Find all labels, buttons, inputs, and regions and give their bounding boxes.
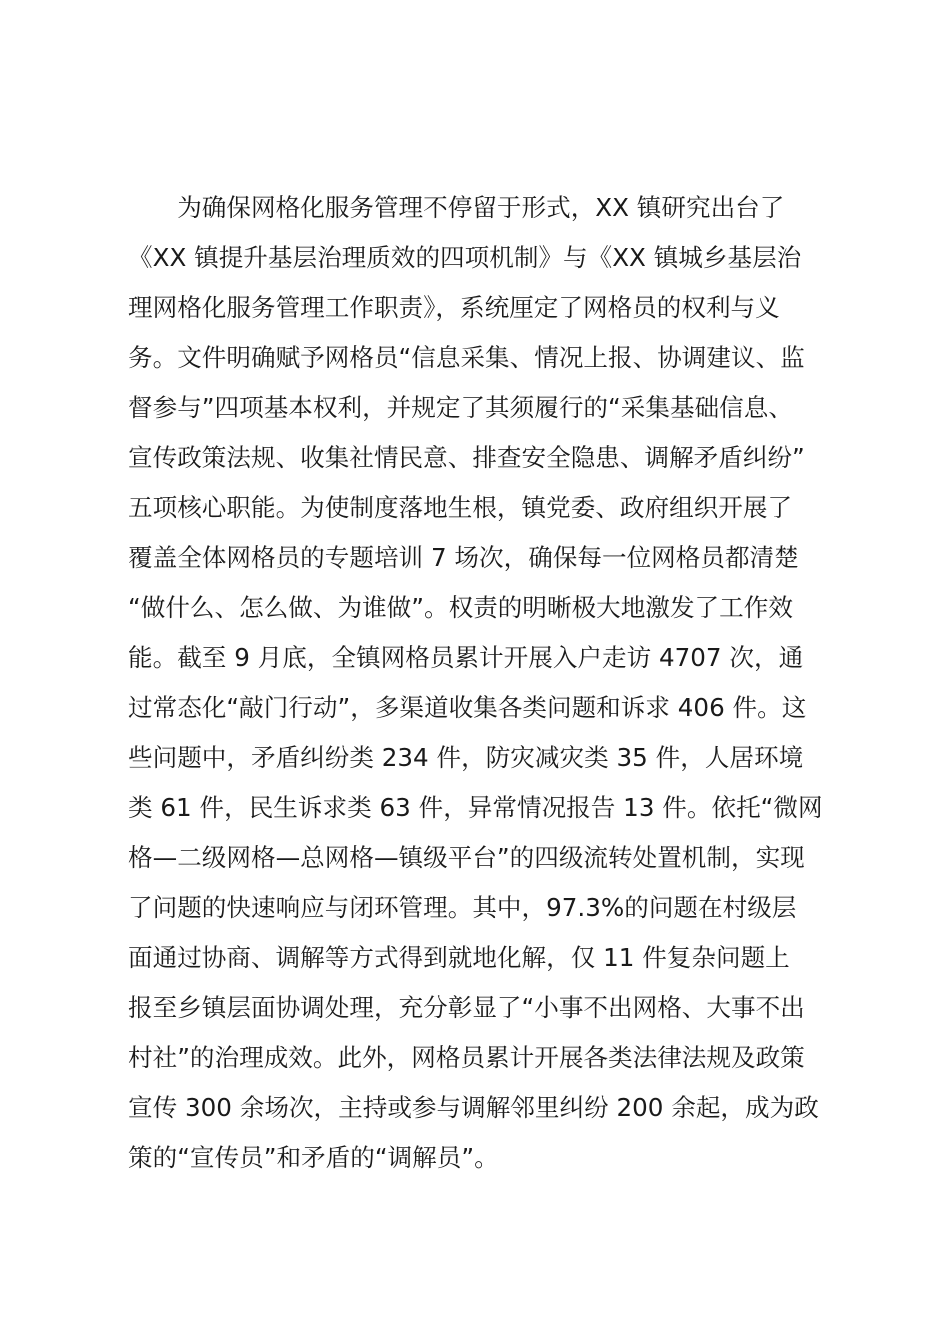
text-line: 类 61 件，民生诉求类 63 件，异常情况报告 13 件。依托“微网 [128, 793, 823, 822]
text-line: 面通过协商、调解等方式得到就地化解，仅 11 件复杂问题上 [128, 943, 790, 972]
body-paragraph [128, 183, 838, 1183]
text-line: 策的“宣传员”和矛盾的“调解员”。 [128, 1143, 499, 1172]
text-line: 《XX 镇提升基层治理质效的四项机制》与《XX 镇城乡基层治 [128, 243, 802, 272]
text-line: 理网格化服务管理工作职责》，系统厘定了网格员的权利与义 [128, 293, 780, 322]
text-line: 督参与”四项基本权利，并规定了其须履行的“采集基础信息、 [128, 393, 793, 422]
text-line: 宣传 300 余场次，主持或参与调解邻里纠纷 200 余起，成为政 [128, 1093, 819, 1122]
text-line: 务。文件明确赋予网格员“信息采集、情况上报、协调建议、监 [128, 343, 805, 372]
text-line: 了问题的快速响应与闭环管理。其中，97.3%的问题在村级层 [128, 893, 797, 922]
text-line: 覆盖全体网格员的专题培训 7 场次，确保每一位网格员都清楚 [128, 543, 799, 572]
text-line: 些问题中，矛盾纠纷类 234 件，防灾减灾类 35 件，人居环境 [128, 743, 804, 772]
text-line: 五项核心职能。为使制度落地生根，镇党委、政府组织开展了 [128, 493, 793, 522]
text-line: 为确保网格化服务管理不停留于形式，XX 镇研究出台了 [128, 193, 785, 222]
text-line: 格—二级网格—总网格—镇级平台”的四级流转处置机制，实现 [128, 843, 805, 872]
text-line: 报至乡镇层面协调处理，充分彰显了“小事不出网格、大事不出 [128, 993, 805, 1022]
text-line: 宣传政策法规、收集社情民意、排查安全隐患、调解矛盾纠纷” [128, 443, 805, 472]
text-line: 能。截至 9 月底，全镇网格员累计开展入户走访 4707 次，通 [128, 643, 804, 672]
text-line: 村社”的治理成效。此外，网格员累计开展各类法律法规及政策 [128, 1043, 805, 1072]
text-line: “做什么、怎么做、为谁做”。权责的明晰极大地激发了工作效 [128, 593, 793, 622]
text-line: 过常态化“敲门行动”，多渠道收集各类问题和诉求 406 件。这 [128, 693, 807, 722]
